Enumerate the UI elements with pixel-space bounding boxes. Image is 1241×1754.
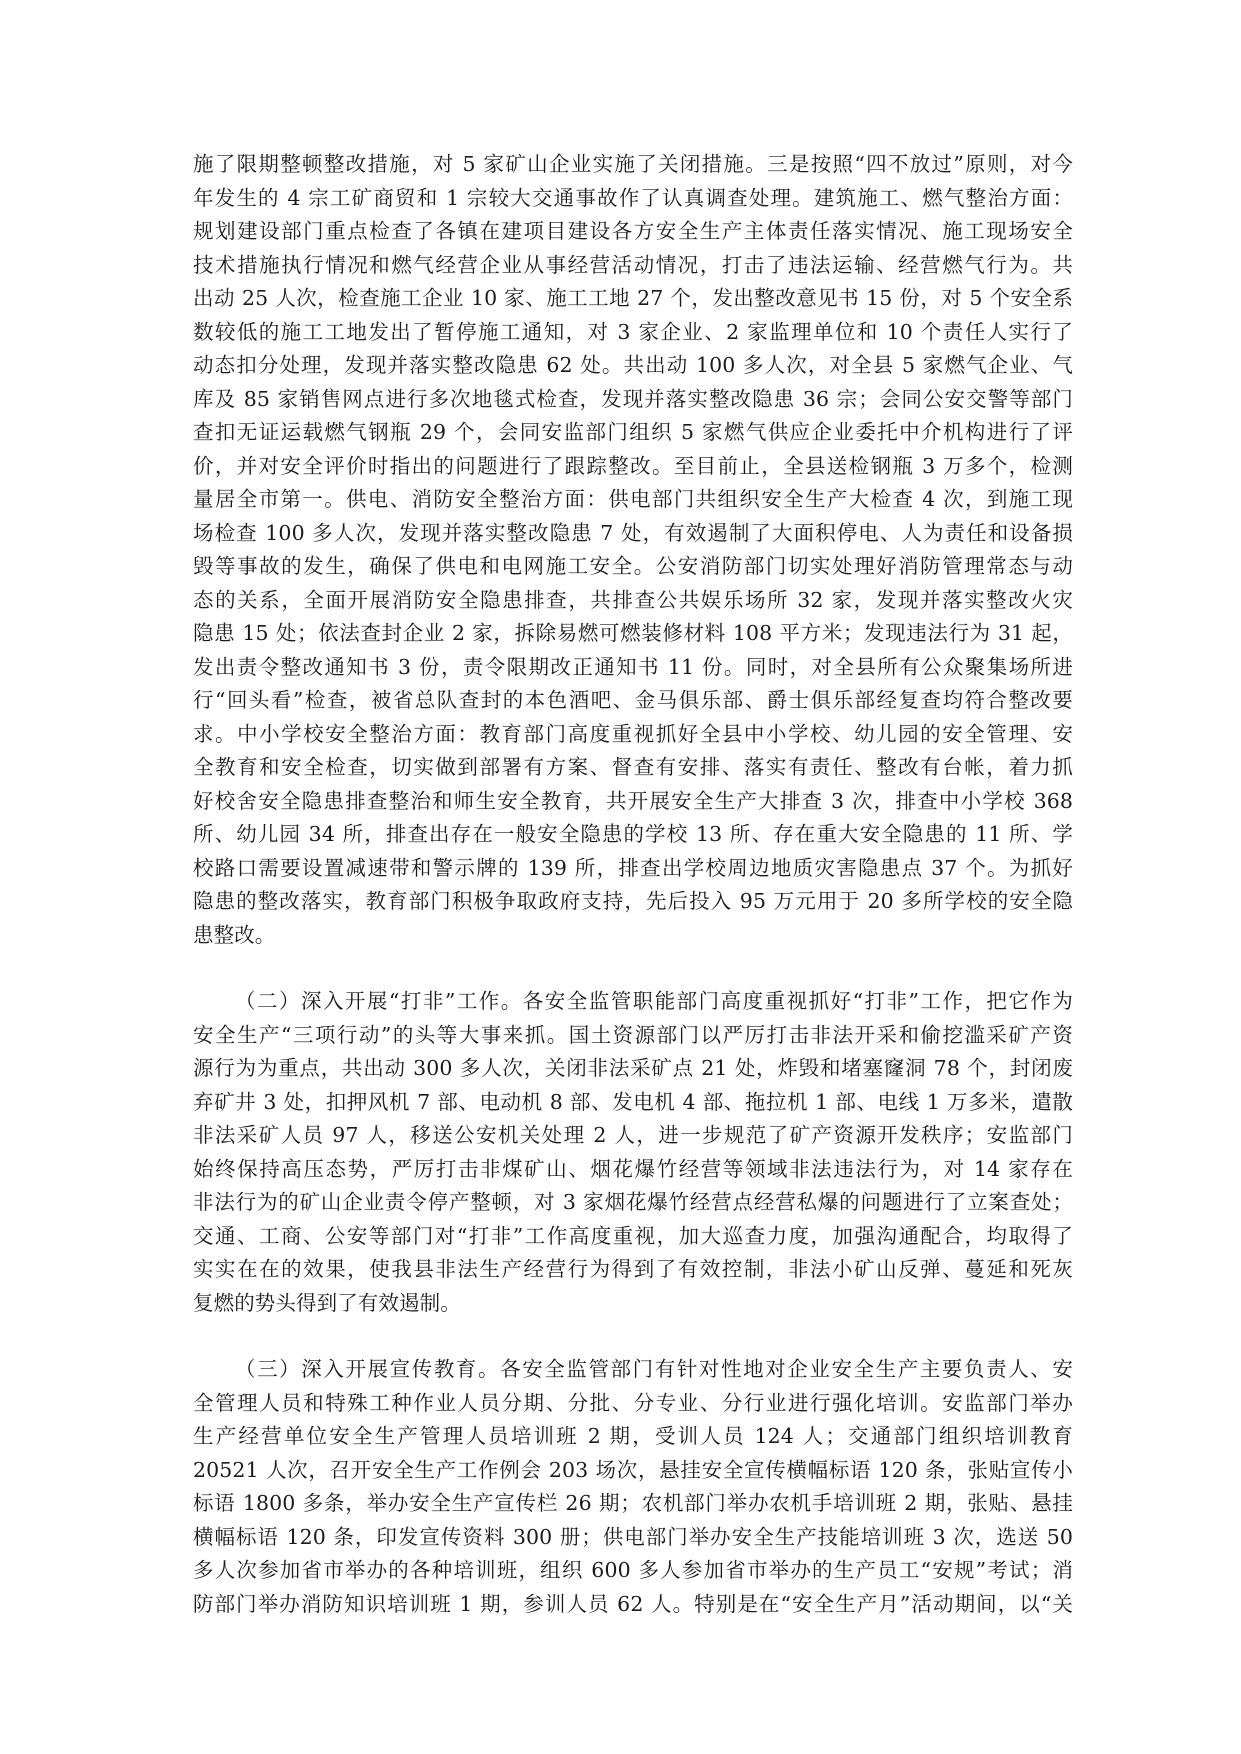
paragraph-gap bbox=[193, 1320, 1073, 1353]
text-line: 始终保持高压态势，严厉打击非煤矿山、烟花爆竹经营等领域非法违法行为，对 14 家存在 bbox=[193, 1156, 1073, 1181]
text-line: 年发生的 4 宗工矿商贸和 1 宗较大交通事故作了认真调查处理。建筑施工、燃气整治方面： bbox=[193, 185, 1073, 210]
text-line: 校路口需要设置减速带和警示牌的 139 所，排查出学校周边地质灾害隐患点 37 个。为抓好 bbox=[193, 855, 1073, 880]
text-line: 库及 85 家销售网点进行多次地毯式检查，发现并落实整改隐患 36 宗；会同公安交警等部门 bbox=[193, 386, 1073, 411]
text-line: （三）深入开展宣传教育。各安全监管部门有针对性地对企业安全生产主要负责人、安 bbox=[235, 1357, 1073, 1381]
text-line: 量居全市第一。供电、消防安全整治方面：供电部门共组织安全生产大检查 4 次，到施工现 bbox=[193, 487, 1073, 511]
text-line: （二）深入开展“打非”工作。各安全监管职能部门高度重视抓好“打非”工作，把它作为 bbox=[235, 989, 1073, 1013]
text-line: 患整改。 bbox=[193, 922, 276, 947]
text-line: 毁等事故的发生，确保了供电和电网施工安全。公安消防部门切实处理好消防管理常态与动 bbox=[193, 554, 1073, 578]
text-line: 非法采矿人员 97 人，移送公安机关处理 2 人，进一步规范了矿产资源开发秩序；安监部门 bbox=[193, 1123, 1073, 1147]
text-line: 动态扣分处理，发现并落实整改隐患 62 处。共出动 100 多人次，对全县 5 家燃气企业、气 bbox=[193, 353, 1073, 377]
text-line: 技术措施执行情况和燃气经营企业从事经营活动情况，打击了违法运输、经营燃气行为。共 bbox=[193, 252, 1073, 277]
text-line: 隐患的整改落实，教育部门积极争取政府支持，先后投入 95 万元用于 20 多所学校的安全隐 bbox=[193, 889, 1073, 913]
text-line: 全教育和安全检查，切实做到部署有方案、督查有安排、落实有责任、整改有台帐，着力抓 bbox=[193, 755, 1073, 779]
text-line: 20521 人次，召开安全生产工作例会 203 场次，悬挂安全宣传横幅标语 120 条，张贴宣传小 bbox=[193, 1457, 1073, 1482]
text-line: 隐患 15 处；依法查封企业 2 家，拆除易燃可燃装修材料 108 平方米；发现违法行为 31 起， bbox=[193, 621, 1073, 645]
text-line: 多人次参加省市举办的各种培训班，组织 600 多人参加省市举办的生产员工“安规”考试；消 bbox=[193, 1558, 1073, 1582]
text-line: 规划建设部门重点检查了各镇在建项目建设各方安全生产主体责任落实情况、施工现场安全 bbox=[193, 219, 1073, 243]
text-line: 横幅标语 120 条，印发宣传资料 300 册；供电部门举办安全生产技能培训班 3 次，选送 50 bbox=[193, 1524, 1073, 1549]
text-line: 查扣无证运载燃气钢瓶 29 个，会同安监部门组织 5 家燃气供应企业委托中介机构进行了评 bbox=[193, 420, 1073, 444]
text-line: 交通、工商、公安等部门对“打非”工作高度重视，加大巡查力度，加强沟通配合，均取得了 bbox=[193, 1223, 1073, 1248]
text-line: 场检查 100 多人次，发现并落实整改隐患 7 处，有效遏制了大面积停电、人为责任和设备损 bbox=[193, 520, 1073, 545]
text-line: 态的关系，全面开展消防安全隐患排查，共排查公共娱乐场所 32 家，发现并落实整改火灾 bbox=[193, 587, 1073, 612]
text-line: 生产经营单位安全生产管理人员培训班 2 期，受训人员 124 人；交通部门组织培训教育 bbox=[193, 1424, 1073, 1448]
paragraph-1 bbox=[193, 148, 1073, 952]
text-line: 发出责令整改通知书 3 份，责令限期改正通知书 11 份。同时，对全县所有公众聚集场所进 bbox=[193, 654, 1073, 679]
text-line: 施了限期整顿整改措施，对 5 家矿山企业实施了关闭措施。三是按照“四不放过”原则，对今 bbox=[193, 152, 1073, 176]
text-line: 数较低的施工工地发出了暂停施工通知，对 3 家企业、2 家监理单位和 10 个责任人实行了 bbox=[193, 319, 1073, 344]
text-line: 防部门举办消防知识培训班 1 期，参训人员 62 人。特别是在“安全生产月”活动期间，以“关 bbox=[193, 1591, 1073, 1616]
text-line: 源行为为重点，共出动 300 多人次，关闭非法采矿点 21 处，炸毁和堵塞窿洞 78 个，封闭废 bbox=[193, 1056, 1073, 1080]
text-line: 出动 25 人次，检查施工企业 10 家、施工工地 27 个，发出整改意见书 15 份，对 5 个安全系 bbox=[193, 286, 1073, 310]
text-line: 实实在在的效果，使我县非法生产经营行为得到了有效控制，非法小矿山反弹、蔓延和死灰 bbox=[193, 1257, 1073, 1281]
text-line: 价，并对安全评价时指出的问题进行了跟踪整改。至目前止，全县送检钢瓶 3 万多个，检测 bbox=[193, 453, 1073, 478]
text-line: 全管理人员和特殊工种作业人员分期、分批、分专业、分行业进行强化培训。安监部门举办 bbox=[193, 1390, 1073, 1415]
paragraph-2 bbox=[193, 985, 1073, 1320]
paragraph-gap bbox=[193, 952, 1073, 985]
text-line: 安全生产“三项行动”的头等大事来抓。国土资源部门以严厉打击非法开采和偷挖滥采矿产资 bbox=[193, 1022, 1073, 1047]
paragraph-3 bbox=[193, 1353, 1073, 1621]
text-line: 弃矿井 3 处，扣押风机 7 部、电动机 8 部、发电机 4 部、拖拉机 1 部、电线 1 万多米，遣散 bbox=[193, 1089, 1073, 1114]
document-body bbox=[193, 148, 1073, 1621]
text-line: 好校舍安全隐患排查整治和师生安全教育，共开展安全生产大排查 3 次，排查中小学校 368 bbox=[193, 788, 1073, 813]
text-line: 复燃的势头得到了有效遏制。 bbox=[193, 1290, 461, 1315]
text-line: 求。中小学校安全整治方面：教育部门高度重视抓好全县中小学校、幼儿园的安全管理、安 bbox=[193, 721, 1073, 746]
text-line: 行“回头看”检查，被省总队查封的本色酒吧、金马俱乐部、爵士俱乐部经复查均符合整改要 bbox=[193, 688, 1073, 712]
text-line: 非法行为的矿山企业责令停产整顿，对 3 家烟花爆竹经营点经营私爆的问题进行了立案查处； bbox=[193, 1190, 1073, 1214]
text-line: 标语 1800 多条，举办安全生产宣传栏 26 期；农机部门举办农机手培训班 2 期，张贴、悬挂 bbox=[193, 1491, 1073, 1515]
text-line: 所、幼儿园 34 所，排查出存在一般安全隐患的学校 13 所、存在重大安全隐患的 11 所、学 bbox=[193, 822, 1073, 846]
